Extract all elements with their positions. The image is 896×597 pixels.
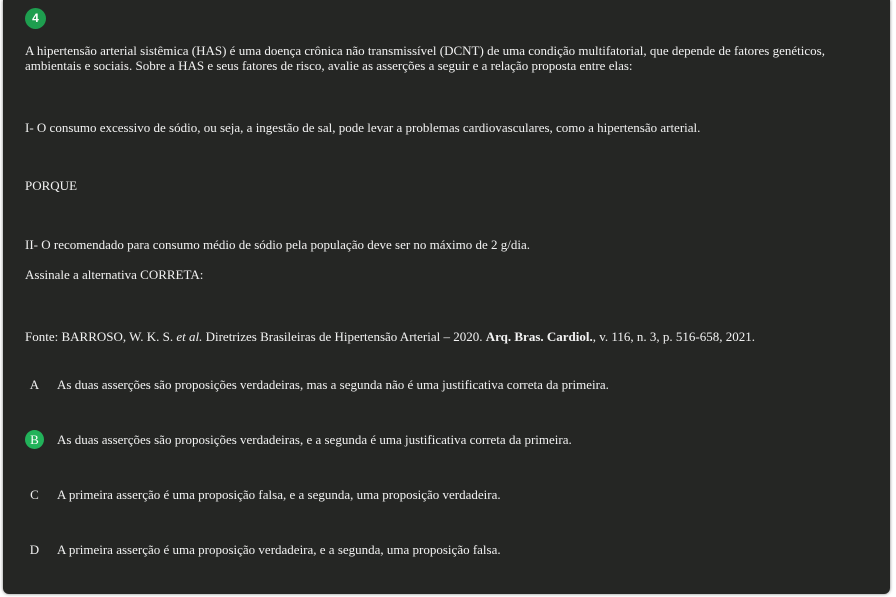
source-suffix: , v. 116, n. 3, p. 516-658, 2021. — [592, 329, 756, 344]
option-d[interactable] — [25, 538, 845, 560]
source-prefix: Fonte: BARROSO, W. K. S. — [25, 329, 177, 344]
question-source — [25, 329, 825, 344]
option-b-text: As duas asserções são proposições verdadeiras, e a segunda é uma justificativa correta da primeira. — [57, 431, 572, 447]
option-d-letter: D — [29, 541, 40, 557]
option-c-text: A primeira asserção é uma proposição falsa, e a segunda, uma proposição verdadeira. — [57, 486, 501, 502]
assertion-2: II- O recomendado para consumo médio de sódio pela população deve ser no máximo de 2 g/dia. — [25, 237, 531, 252]
option-c-letter: C — [30, 486, 39, 502]
option-a-text: As duas asserções são proposições verdadeiras, mas a segunda não é uma justificativa correta da primeira. — [57, 376, 609, 392]
source-title: Diretrizes Brasileiras de Hipertensão Arterial – 2020. — [202, 329, 486, 344]
question-instruction: Assinale a alternativa CORRETA: — [25, 267, 204, 282]
option-b-letter-selected: B — [25, 430, 44, 449]
assertion-1: I- O consumo excessivo de sódio, ou seja, a ingestão de sal, pode levar a problemas cardiovasculares, como a hipertensão arterial. — [25, 120, 701, 135]
option-a-letter: A — [29, 376, 40, 392]
source-journal: Arq. Bras. Cardiol. — [485, 329, 593, 344]
option-d-text: A primeira asserção é uma proposição verdadeira, e a segunda, uma proposição falsa. — [57, 541, 501, 557]
option-c[interactable] — [25, 483, 845, 505]
question-number-badge: 4 — [25, 8, 46, 29]
option-a[interactable] — [25, 373, 845, 395]
question-card — [3, 0, 890, 594]
option-b[interactable] — [25, 428, 845, 450]
question-intro: A hipertensão arterial sistêmica (HAS) é uma doença crônica não transmissível (DCNT) de uma condição multifatorial, que depende de fatores genéticos, ambientais e sociais. Sobre a HAS e seus fatores de risco, avalie as asserções a seguir e a relação proposta entre elas: — [25, 43, 825, 73]
assertion-connector: PORQUE — [25, 178, 78, 193]
source-et-al: et al. — [176, 329, 203, 344]
